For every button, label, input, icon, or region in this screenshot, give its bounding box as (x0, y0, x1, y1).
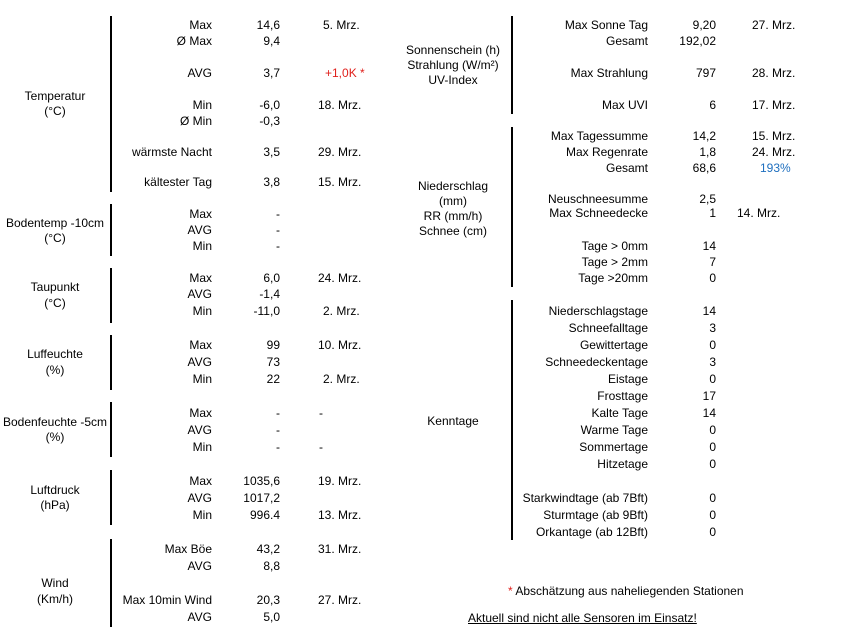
row-value: 1035,6 (243, 474, 280, 488)
section-unit: (%) (45, 363, 65, 377)
row-label: Gesamt (605, 161, 648, 175)
row-value: 0 (709, 525, 716, 539)
row-value: -0,3 (259, 114, 280, 128)
row-date: 31. Mrz. (318, 542, 362, 556)
row-label: Kalte Tage (591, 406, 648, 420)
section-title: Kenntage (427, 414, 479, 428)
row-label: Ø Min (179, 114, 212, 128)
row-value: 0 (709, 508, 716, 522)
row-date: 18. Mrz. (318, 98, 362, 112)
row-value: 14 (702, 304, 716, 318)
row-value: - (276, 406, 280, 420)
anomaly-value: +1,0K * (325, 66, 365, 80)
row-value: 22 (266, 372, 280, 386)
row-date: 15. Mrz. (318, 175, 362, 189)
row-label: Min (192, 304, 212, 318)
row-date: 27. Mrz. (752, 18, 796, 32)
row-label: Min (192, 98, 212, 112)
row-value: - (276, 223, 280, 237)
row-date: 27. Mrz. (318, 593, 362, 607)
row-label: Gewittertage (579, 338, 648, 352)
row-value: 1 (709, 206, 716, 220)
row-label: AVG (187, 287, 212, 301)
row-label: Gesamt (605, 34, 648, 48)
row-label: Sturmtage (ab 9Bft) (543, 508, 648, 522)
row-date: 15. Mrz. (752, 129, 796, 143)
row-label: Max (189, 338, 212, 352)
row-label: Max (189, 474, 212, 488)
row-value: 20,3 (256, 593, 280, 607)
row-label: Min (192, 239, 212, 253)
row-date: 24. Mrz. (752, 145, 796, 159)
row-label: AVG (187, 610, 212, 624)
row-label: Max Sonne Tag (564, 18, 648, 32)
row-label: Schneedeckentage (545, 355, 648, 369)
row-label: Max (189, 271, 212, 285)
row-value: 0 (709, 338, 716, 352)
row-value: 14,2 (692, 129, 716, 143)
row-label: Min (192, 440, 212, 454)
row-label: Niederschlagstage (548, 304, 648, 318)
row-value: 0 (709, 271, 716, 285)
row-value: 192,02 (679, 34, 716, 48)
section-title: Strahlung (W/m²) (407, 58, 499, 72)
footnote-text: Abschätzung aus naheliegenden Stationen (512, 584, 744, 598)
row-date: 14. Mrz. (737, 206, 781, 220)
row-value: 0 (709, 457, 716, 471)
section-unit: (hPa) (40, 498, 70, 512)
percent-of-normal: 193% (760, 161, 791, 175)
section-title: Temperatur (24, 89, 86, 103)
row-value: 3,7 (263, 66, 280, 80)
row-value: 3,8 (263, 175, 280, 189)
row-value: 1017,2 (243, 491, 280, 505)
row-date: 19. Mrz. (318, 474, 362, 488)
section-unit: (°C) (44, 104, 66, 118)
section-unit: (°C) (44, 296, 66, 310)
row-date: 10. Mrz. (318, 338, 362, 352)
row-label: Max 10min Wind (122, 593, 212, 607)
section-title: Taupunkt (30, 280, 80, 294)
row-date: 2. Mrz. (323, 304, 360, 318)
row-date: 2. Mrz. (323, 372, 360, 386)
row-label: Max (189, 207, 212, 221)
row-label: Max Böe (164, 542, 212, 556)
section-title: Schnee (cm) (418, 224, 488, 238)
row-label: Warme Tage (580, 423, 648, 437)
section-title: (mm) (439, 194, 467, 208)
section-title: UV-Index (428, 73, 478, 87)
row-value: 9,4 (263, 34, 280, 48)
row-value: -11,0 (253, 304, 280, 318)
row-date: 24. Mrz. (318, 271, 362, 285)
row-value: 0 (709, 491, 716, 505)
row-value: 17 (702, 389, 716, 403)
row-label: Starkwindtage (ab 7Bft) (522, 491, 648, 505)
section-unit: (°C) (44, 231, 66, 245)
row-value: 797 (695, 66, 716, 80)
row-label: Max Tagessumme (550, 129, 648, 143)
divider (511, 300, 513, 540)
section-title: Sonnenschein (h) (405, 43, 501, 57)
row-label: Tage >20mm (578, 271, 648, 285)
divider (511, 16, 513, 114)
row-value: -1,4 (259, 287, 280, 301)
row-label: Min (192, 372, 212, 386)
row-value: 3 (709, 321, 716, 335)
row-value: 8,8 (263, 559, 280, 573)
section-title: Luftdruck (30, 483, 80, 497)
row-label: Orkantage (ab 12Bft) (535, 525, 648, 539)
row-label: Schneefalltage (568, 321, 648, 335)
row-value: 3 (709, 355, 716, 369)
row-value: 14 (702, 406, 716, 420)
divider (511, 127, 513, 287)
row-value: 3,5 (263, 145, 280, 159)
row-value: - (276, 239, 280, 253)
row-label: AVG (187, 223, 212, 237)
section-title: RR (mm/h) (423, 209, 483, 223)
row-value: - (276, 207, 280, 221)
row-label: Max Regenrate (565, 145, 648, 159)
row-value: 14 (702, 239, 716, 253)
footnote (508, 584, 744, 598)
row-value: - (276, 440, 280, 454)
row-label: AVG (187, 355, 212, 369)
row-date: 13. Mrz. (318, 508, 362, 522)
row-value: 5,0 (263, 610, 280, 624)
row-label: Min (192, 508, 212, 522)
row-value: 6 (709, 98, 716, 112)
row-value: 99 (266, 338, 280, 352)
row-label: Max Strahlung (570, 66, 648, 80)
row-label: Frosttage (597, 389, 648, 403)
row-value: 43,2 (256, 542, 280, 556)
row-value: -6,0 (259, 98, 280, 112)
row-label: AVG (187, 559, 212, 573)
row-label: Max (189, 18, 212, 32)
row-label: wärmste Nacht (131, 145, 212, 159)
row-label: AVG (187, 423, 212, 437)
row-value: 14,6 (256, 18, 280, 32)
row-date: - (319, 440, 323, 454)
row-value: - (276, 423, 280, 437)
row-label: Eistage (607, 372, 648, 386)
row-date: 28. Mrz. (752, 66, 796, 80)
row-value: 0 (709, 372, 716, 386)
footnote-asterisk: * (508, 584, 513, 598)
section-unit: (%) (45, 430, 65, 444)
row-label: kältester Tag (144, 175, 212, 189)
row-label: Hitzetage (597, 457, 648, 471)
row-label: AVG (187, 491, 212, 505)
row-value: 68,6 (692, 161, 716, 175)
row-label: Max UVI (601, 98, 648, 112)
row-label: Ø Max (176, 34, 212, 48)
row-date: - (319, 406, 323, 420)
row-label: Tage > 0mm (581, 239, 648, 253)
row-value: 6,0 (263, 271, 280, 285)
row-label: AVG (187, 66, 212, 80)
sensor-warning: Aktuell sind nicht alle Sensoren im Einsatz! (468, 611, 697, 625)
row-value: 1,8 (699, 145, 716, 159)
row-date: 17. Mrz. (752, 98, 796, 112)
row-date: 29. Mrz. (318, 145, 362, 159)
row-label: Neuschneesumme (547, 192, 648, 206)
section-title: Bodenfeuchte -5cm (2, 415, 108, 429)
row-value: 7 (709, 255, 716, 269)
row-value: 73 (266, 355, 280, 369)
row-value: 9,20 (692, 18, 716, 32)
row-value: 2,5 (699, 192, 716, 206)
row-label: Max Schneedecke (549, 206, 648, 220)
row-date: 5. Mrz. (323, 18, 360, 32)
row-value: 0 (709, 440, 716, 454)
section-title: Niederschlag (417, 179, 489, 193)
row-label: Tage > 2mm (581, 255, 648, 269)
row-value: 996.4 (249, 508, 280, 522)
section-title: Bodentemp -10cm (5, 216, 105, 230)
row-label: Sommertage (579, 440, 648, 454)
row-label: Max (189, 406, 212, 420)
section-unit: (Km/h) (37, 592, 73, 606)
section-title: Luffeuchte (27, 347, 83, 361)
row-value: 0 (709, 423, 716, 437)
section-title: Wind (41, 576, 69, 590)
